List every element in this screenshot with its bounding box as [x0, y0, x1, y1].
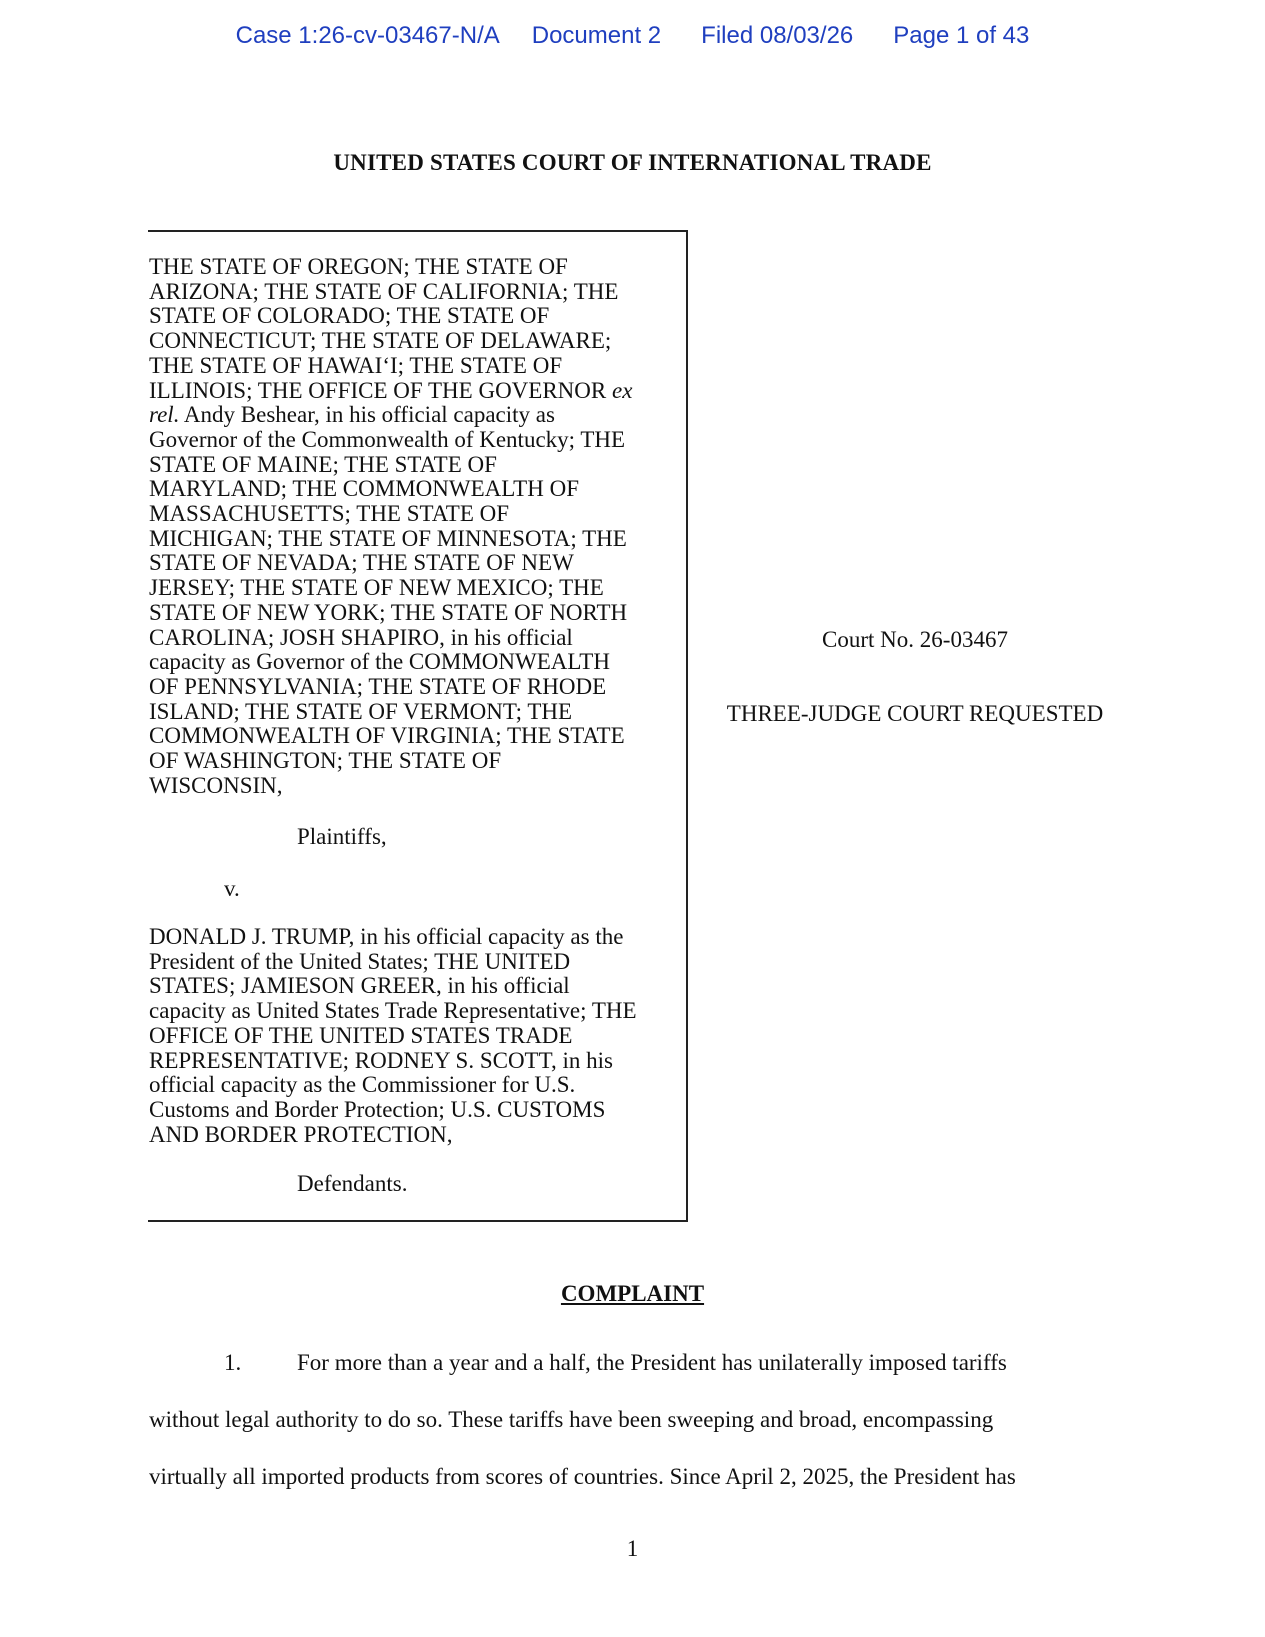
- plaintiff-line: JERSEY; THE STATE OF NEW MEXICO; THE: [149, 575, 604, 601]
- plaintiff-line: [149, 379, 684, 404]
- plaintiff-line: THE STATE OF HAWAIʻI; THE STATE OF: [149, 352, 563, 378]
- defendant-line: STATES; JAMIESON GREER, in his official: [149, 973, 570, 999]
- plaintiff-line: STATE OF NEVADA; THE STATE OF NEW: [149, 550, 574, 576]
- plaintiff-line: Governor of the Commonwealth of Kentucky; THE: [149, 426, 626, 452]
- defendant-line: official capacity as the Commissioner for U.S.: [149, 1072, 576, 1098]
- plaintiff-line: MASSACHUSETTS; THE STATE OF: [149, 501, 510, 527]
- plaintiff-line: STATE OF COLORADO; THE STATE OF: [149, 303, 550, 329]
- defendant-line: DONALD J. TRUMP, in his official capacity as the: [149, 924, 624, 949]
- plaintiff-line: ISLAND; THE STATE OF VERMONT; THE: [149, 698, 573, 724]
- court-title: UNITED STATES COURT OF INTERNATIONAL TRADE: [333, 150, 932, 175]
- paragraph-number: 1.: [224, 1350, 242, 1375]
- plaintiff-line: MARYLAND; THE COMMONWEALTH OF: [149, 476, 579, 502]
- three-judge-request: THREE-JUDGE COURT REQUESTED: [726, 701, 1104, 726]
- plaintiff-line: ARIZONA; THE STATE OF CALIFORNIA; THE: [149, 278, 619, 304]
- paragraph-line: For more than a year and a half, the President has unilaterally imposed tariffs: [297, 1350, 1007, 1375]
- rel-italic: rel.: [149, 402, 180, 428]
- defendant-line: capacity as United States Trade Representative; THE: [149, 998, 637, 1024]
- complaint-heading: COMPLAINT: [560, 1281, 705, 1306]
- plaintiff-line-text: ILLINOIS; THE OFFICE OF THE GOVERNOR: [149, 377, 612, 403]
- plaintiffs-list: [149, 255, 684, 798]
- defendant-line: President of the United States; THE UNITED: [149, 948, 571, 974]
- plaintiff-line-text: Andy Beshear, in his official capacity as: [179, 402, 555, 428]
- defendants-list: [149, 925, 684, 1147]
- defendant-line: Customs and Border Protection; U.S. CUSTOMS: [149, 1096, 606, 1122]
- plaintiff-line: [149, 403, 684, 428]
- plaintiff-line: STATE OF MAINE; THE STATE OF: [149, 451, 497, 477]
- paragraph-1: [149, 1334, 1089, 1505]
- case-number: Case 1:26-cv-03467-N/A: [235, 22, 500, 49]
- plaintiff-line: THE STATE OF OREGON; THE STATE OF: [149, 254, 568, 279]
- defendants-label: Defendants.: [297, 1171, 408, 1196]
- plaintiff-line: WISCONSIN,: [149, 772, 283, 798]
- ecf-filing-header: [0, 22, 1265, 50]
- plaintiffs-label: Plaintiffs,: [297, 824, 387, 849]
- court-number: Court No. 26-03467: [822, 627, 1008, 652]
- page-number: 1: [626, 1536, 639, 1561]
- paragraph-line: virtually all imported products from scores of countries. Since April 2, 2025, the President has: [149, 1464, 1016, 1489]
- defendant-line: OFFICE OF THE UNITED STATES TRADE: [149, 1022, 573, 1048]
- defendant-line: AND BORDER PROTECTION,: [149, 1121, 453, 1147]
- plaintiff-line: STATE OF NEW YORK; THE STATE OF NORTH: [149, 599, 628, 625]
- versus-label: v.: [224, 876, 240, 901]
- plaintiff-line: CAROLINA; JOSH SHAPIRO, in his official: [149, 624, 573, 650]
- page-count: Page 1 of 43: [893, 22, 1030, 49]
- plaintiff-line: OF WASHINGTON; THE STATE OF: [149, 748, 502, 774]
- paragraph-line: without legal authority to do so. These tariffs have been sweeping and broad, encompassing: [149, 1407, 994, 1432]
- plaintiff-line: CONNECTICUT; THE STATE OF DELAWARE;: [149, 328, 612, 354]
- document-number: Document 2: [531, 22, 662, 49]
- plaintiff-line: COMMONWEALTH OF VIRGINIA; THE STATE: [149, 723, 625, 749]
- ex-italic: ex: [612, 377, 633, 403]
- plaintiff-line: MICHIGAN; THE STATE OF MINNESOTA; THE: [149, 525, 627, 551]
- plaintiff-line: capacity as Governor of the COMMONWEALTH: [149, 649, 610, 675]
- filed-date: Filed 08/03/26: [701, 22, 854, 49]
- defendant-line: REPRESENTATIVE; RODNEY S. SCOTT, in his: [149, 1047, 613, 1073]
- plaintiff-line: OF PENNSYLVANIA; THE STATE OF RHODE: [149, 673, 607, 699]
